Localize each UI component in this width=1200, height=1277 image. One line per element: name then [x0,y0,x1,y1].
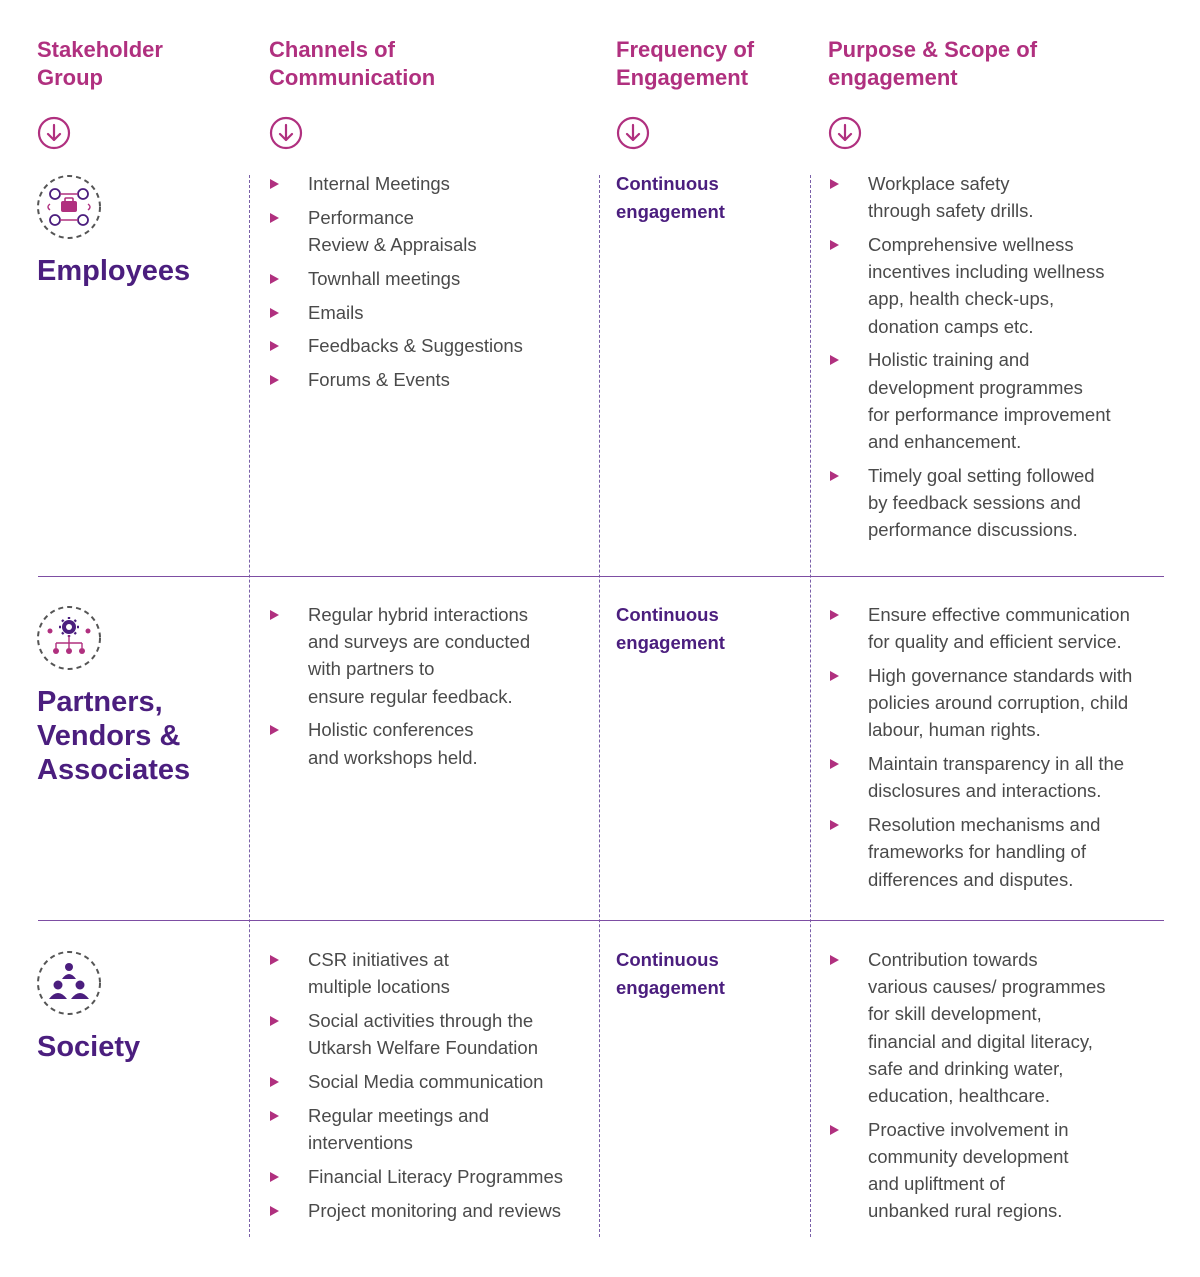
row-divider [38,576,1164,577]
column-divider [599,175,600,1237]
triangle-bullet-icon [270,1172,279,1182]
purpose-list [830,170,1190,550]
triangle-bullet-icon [830,610,839,620]
arrow-down-circle-icon [37,116,71,150]
triangle-bullet-icon [830,759,839,769]
list-item: Regular meetings and interventions [270,1102,595,1156]
list-item: Resolution mechanisms and frameworks for handling of differences and disputes. [830,811,1195,893]
list-item: High governance standards with policies around corruption, child labour, human rights. [830,662,1195,744]
stakeholder-name: Society [37,1031,141,1063]
triangle-bullet-icon [830,240,839,250]
list-item: Contribution towards various causes/ programmes for skill development, financial and digital literacy, safe and drinking water, education, healthcare. [830,946,1190,1109]
column-divider [249,175,250,1237]
list-item: Townhall meetings [270,265,590,292]
triangle-bullet-icon [270,375,279,385]
list-item: Financial Literacy Programmes [270,1163,595,1190]
header-stakeholder-group [37,36,163,92]
frequency-text: Continuous engagement [616,173,725,222]
triangle-bullet-icon [830,820,839,830]
list-item: Proactive involvement in community development and upliftment of unbanked rural regions. [830,1116,1190,1225]
list-item: Social activities through the Utkarsh Welfare Foundation [270,1007,595,1061]
triangle-bullet-icon [270,213,279,223]
channels-list [270,601,595,777]
stakeholder-name: Employees [37,255,191,287]
header-channels [269,36,435,92]
list-item: Performance Review & Appraisals [270,204,590,258]
gear-network-icon [36,605,102,671]
row-divider [38,920,1164,921]
triangle-bullet-icon [270,1077,279,1087]
arrow-down-circle-icon [828,116,862,150]
triangle-bullet-icon [270,179,279,189]
triangle-bullet-icon [270,1111,279,1121]
list-item: Comprehensive wellness incentives including wellness app, health check-ups, donation camps etc. [830,231,1190,340]
list-item: Emails [270,299,590,326]
triangle-bullet-icon [270,1206,279,1216]
list-item: Ensure effective communication for quality and efficient service. [830,601,1195,655]
list-item: Forums & Events [270,366,590,393]
list-item: Timely goal setting followed by feedback sessions and performance discussions. [830,462,1190,544]
header-stakeholder-label: Stakeholder Group [37,37,163,90]
triangle-bullet-icon [270,610,279,620]
header-frequency [616,36,754,92]
list-item: Internal Meetings [270,170,590,197]
list-item: Workplace safety through safety drills. [830,170,1190,224]
header-frequency-label: Frequency of Engagement [616,37,755,90]
triangle-bullet-icon [830,955,839,965]
purpose-list [830,601,1195,899]
triangle-bullet-icon [270,725,279,735]
list-item: CSR initiatives at multiple locations [270,946,595,1000]
list-item: Holistic training and development programmes for performance improvement and enhancement. [830,346,1190,455]
channels-list [270,946,595,1230]
triangle-bullet-icon [270,308,279,318]
triangle-bullet-icon [830,179,839,189]
list-item: Regular hybrid interactions and surveys are conducted with partners to ensure regular feedback. [270,601,595,710]
list-item: Holistic conferences and workshops held. [270,716,595,770]
triangle-bullet-icon [270,341,279,351]
header-purpose-label: Purpose & Scope of engagement [828,37,1038,90]
list-item: Feedbacks & Suggestions [270,332,590,359]
list-item: Project monitoring and reviews [270,1197,595,1224]
triangle-bullet-icon [270,274,279,284]
channels-list [270,170,590,400]
triangle-bullet-icon [270,955,279,965]
header-channels-label: Channels of Communication [269,37,436,90]
community-people-icon [36,950,102,1016]
triangle-bullet-icon [830,671,839,681]
triangle-bullet-icon [830,471,839,481]
team-network-icon [36,174,102,240]
triangle-bullet-icon [830,355,839,365]
arrow-down-circle-icon [269,116,303,150]
frequency-text: Continuous engagement [616,604,725,653]
stakeholder-name: Partners, Vendors & Associates [37,686,191,786]
header-purpose [828,36,1037,92]
frequency-text: Continuous engagement [616,949,725,998]
purpose-list [830,946,1190,1231]
triangle-bullet-icon [270,1016,279,1026]
column-divider [810,175,811,1237]
arrow-down-circle-icon [616,116,650,150]
list-item: Maintain transparency in all the disclosures and interactions. [830,750,1195,804]
list-item: Social Media communication [270,1068,595,1095]
triangle-bullet-icon [830,1125,839,1135]
